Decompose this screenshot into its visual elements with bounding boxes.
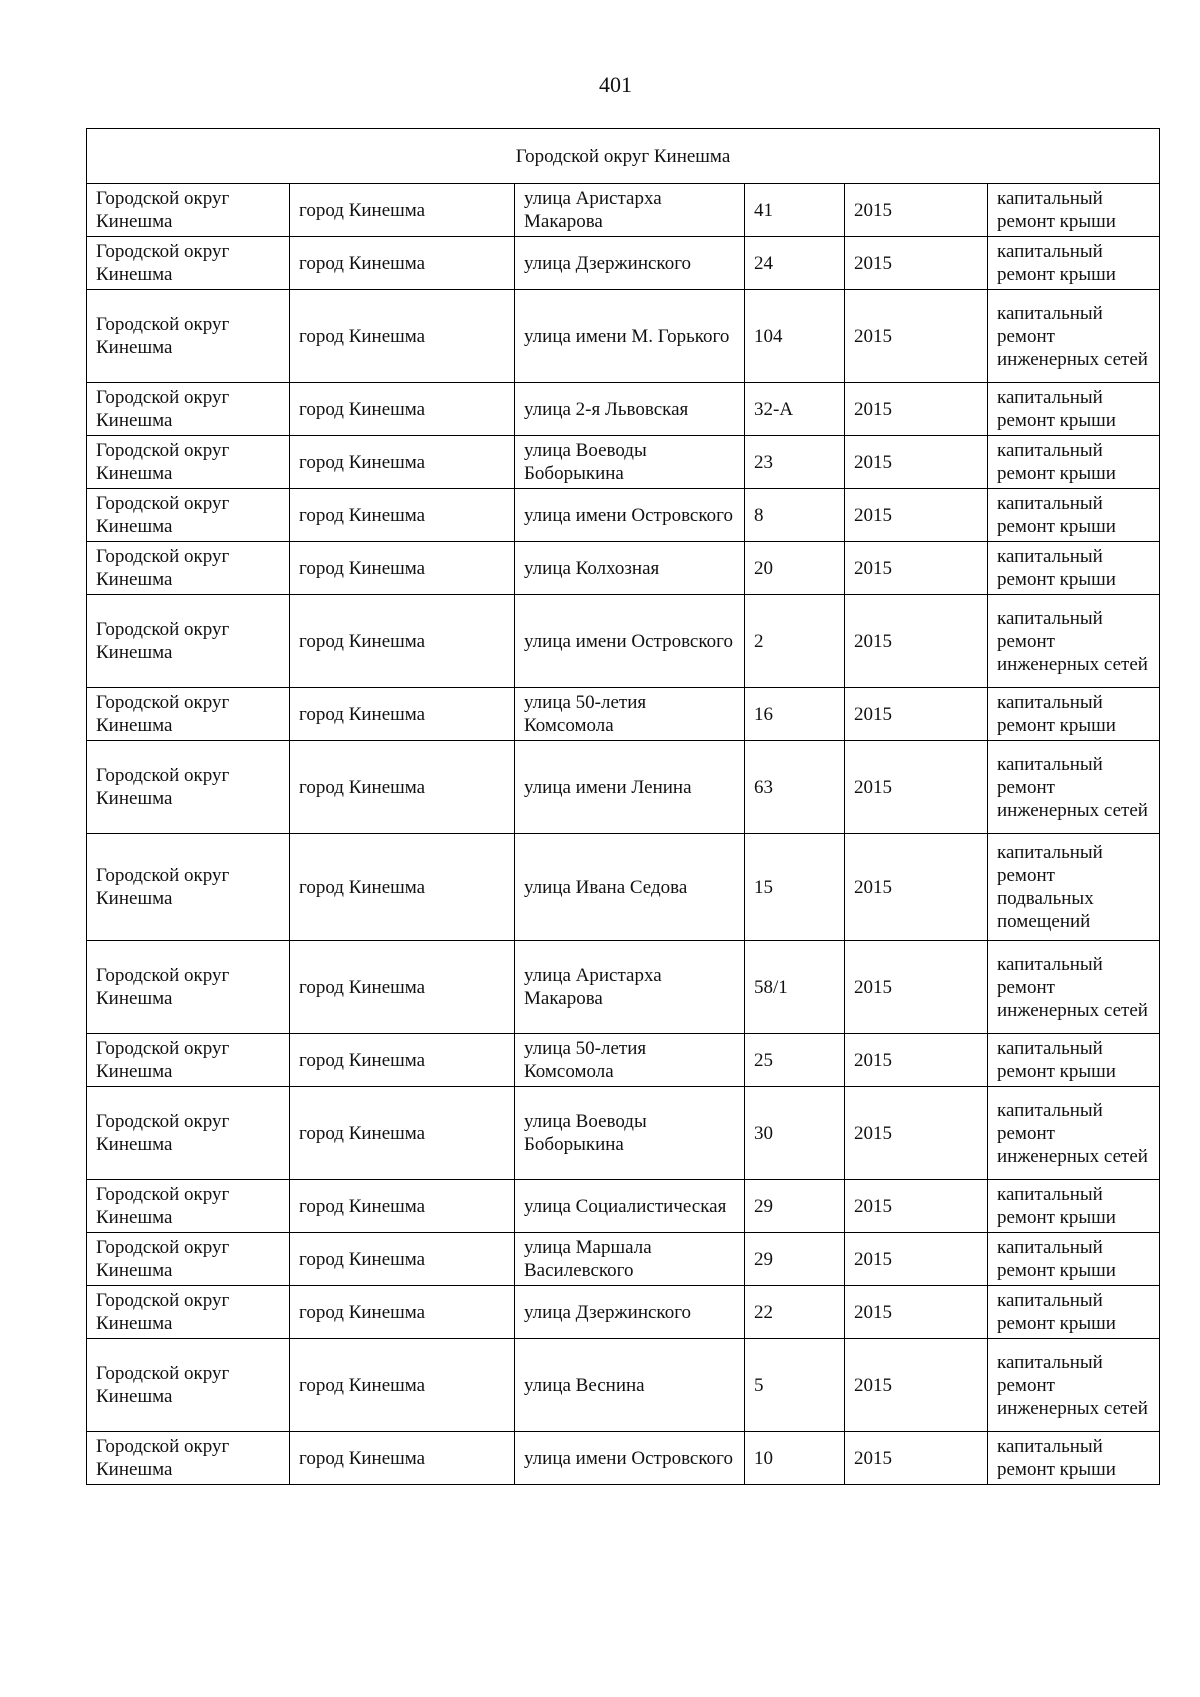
house-number-cell: 29 [745,1233,845,1286]
district-cell: Городской округ Кинешма [87,1233,290,1286]
street-cell: улица имени М. Горького [515,290,745,383]
house-number-cell: 16 [745,688,845,741]
house-number-cell: 22 [745,1286,845,1339]
street-cell: улица 2-я Львовская [515,383,745,436]
city-cell: город Кинешма [290,290,515,383]
table-row [87,688,1160,741]
year-cell: 2015 [845,834,988,941]
city-cell: город Кинешма [290,489,515,542]
street-cell: улица имени Ленина [515,741,745,834]
work-type-cell: капитальный ремонт инженерных сетей [988,1087,1160,1180]
table-row [87,1233,1160,1286]
work-type-cell: капитальный ремонт крыши [988,542,1160,595]
year-cell: 2015 [845,1233,988,1286]
year-cell: 2015 [845,688,988,741]
table-row [87,941,1160,1034]
work-type-cell: капитальный ремонт крыши [988,1180,1160,1233]
work-type-cell: капитальный ремонт крыши [988,237,1160,290]
house-number-cell: 23 [745,436,845,489]
district-cell: Городской округ Кинешма [87,1339,290,1432]
house-number-cell: 20 [745,542,845,595]
street-cell: улица Аристарха Макарова [515,941,745,1034]
year-cell: 2015 [845,1034,988,1087]
table-row [87,834,1160,941]
city-cell: город Кинешма [290,1087,515,1180]
table-row [87,1339,1160,1432]
district-cell: Городской округ Кинешма [87,941,290,1034]
street-cell: улица Дзержинского [515,1286,745,1339]
year-cell: 2015 [845,941,988,1034]
year-cell: 2015 [845,542,988,595]
year-cell: 2015 [845,489,988,542]
city-cell: город Кинешма [290,1034,515,1087]
street-cell: улица Воеводы Боборыкина [515,436,745,489]
year-cell: 2015 [845,741,988,834]
city-cell: город Кинешма [290,1432,515,1485]
district-cell: Городской округ Кинешма [87,436,290,489]
work-type-cell: капитальный ремонт инженерных сетей [988,741,1160,834]
street-cell: улица Колхозная [515,542,745,595]
house-number-cell: 32-А [745,383,845,436]
district-cell: Городской округ Кинешма [87,237,290,290]
city-cell: город Кинешма [290,436,515,489]
year-cell: 2015 [845,595,988,688]
work-type-cell: капитальный ремонт крыши [988,184,1160,237]
table-row [87,741,1160,834]
repair-registry-table [86,128,1160,1485]
district-cell: Городской округ Кинешма [87,834,290,941]
city-cell: город Кинешма [290,941,515,1034]
district-cell: Городской округ Кинешма [87,184,290,237]
table-row [87,383,1160,436]
registry-body [87,129,1160,1485]
year-cell: 2015 [845,383,988,436]
house-number-cell: 24 [745,237,845,290]
street-cell: улица Дзержинского [515,237,745,290]
work-type-cell: капитальный ремонт инженерных сетей [988,1339,1160,1432]
street-cell: улица Воеводы Боборыкина [515,1087,745,1180]
street-cell: улица Веснина [515,1339,745,1432]
page-number: 401 [599,72,632,97]
street-cell: улица имени Островского [515,489,745,542]
house-number-cell: 5 [745,1339,845,1432]
house-number-cell: 10 [745,1432,845,1485]
work-type-cell: капитальный ремонт инженерных сетей [988,290,1160,383]
table-row [87,237,1160,290]
work-type-cell: капитальный ремонт крыши [988,489,1160,542]
city-cell: город Кинешма [290,1233,515,1286]
work-type-cell: капитальный ремонт крыши [988,1233,1160,1286]
work-type-cell: капитальный ремонт крыши [988,688,1160,741]
district-cell: Городской округ Кинешма [87,383,290,436]
table-row [87,1286,1160,1339]
table-row [87,184,1160,237]
section-header-row [87,129,1160,184]
city-cell: город Кинешма [290,184,515,237]
house-number-cell: 41 [745,184,845,237]
city-cell: город Кинешма [290,595,515,688]
table-row [87,595,1160,688]
house-number-cell: 30 [745,1087,845,1180]
table-row [87,436,1160,489]
work-type-cell: капитальный ремонт инженерных сетей [988,941,1160,1034]
house-number-cell: 58/1 [745,941,845,1034]
district-cell: Городской округ Кинешма [87,542,290,595]
district-cell: Городской округ Кинешма [87,1180,290,1233]
house-number-cell: 25 [745,1034,845,1087]
year-cell: 2015 [845,237,988,290]
district-cell: Городской округ Кинешма [87,1087,290,1180]
city-cell: город Кинешма [290,383,515,436]
year-cell: 2015 [845,1339,988,1432]
district-cell: Городской округ Кинешма [87,1286,290,1339]
work-type-cell: капитальный ремонт крыши [988,383,1160,436]
table-row [87,1087,1160,1180]
city-cell: город Кинешма [290,688,515,741]
district-cell: Городской округ Кинешма [87,290,290,383]
district-cell: Городской округ Кинешма [87,1034,290,1087]
district-cell: Городской округ Кинешма [87,1432,290,1485]
house-number-cell: 29 [745,1180,845,1233]
street-cell: улица Маршала Василевского [515,1233,745,1286]
work-type-cell: капитальный ремонт инженерных сетей [988,595,1160,688]
table-row [87,290,1160,383]
year-cell: 2015 [845,184,988,237]
district-cell: Городской округ Кинешма [87,688,290,741]
year-cell: 2015 [845,1286,988,1339]
house-number-cell: 8 [745,489,845,542]
city-cell: город Кинешма [290,1286,515,1339]
table-row [87,1034,1160,1087]
table-row [87,542,1160,595]
table-row [87,1180,1160,1233]
city-cell: город Кинешма [290,741,515,834]
work-type-cell: капитальный ремонт крыши [988,1432,1160,1485]
house-number-cell: 63 [745,741,845,834]
city-cell: город Кинешма [290,542,515,595]
table-row [87,1432,1160,1485]
street-cell: улица Социалистическая [515,1180,745,1233]
work-type-cell: капитальный ремонт подвальных помещений [988,834,1160,941]
city-cell: город Кинешма [290,1180,515,1233]
street-cell: улица имени Островского [515,595,745,688]
street-cell: улица Аристарха Макарова [515,184,745,237]
year-cell: 2015 [845,1180,988,1233]
work-type-cell: капитальный ремонт крыши [988,436,1160,489]
district-cell: Городской округ Кинешма [87,741,290,834]
house-number-cell: 2 [745,595,845,688]
year-cell: 2015 [845,1087,988,1180]
street-cell: улица 50-летия Комсомола [515,688,745,741]
year-cell: 2015 [845,1432,988,1485]
house-number-cell: 15 [745,834,845,941]
table-row [87,489,1160,542]
district-cell: Городской округ Кинешма [87,489,290,542]
street-cell: улица имени Островского [515,1432,745,1485]
year-cell: 2015 [845,290,988,383]
work-type-cell: капитальный ремонт крыши [988,1286,1160,1339]
work-type-cell: капитальный ремонт крыши [988,1034,1160,1087]
house-number-cell: 104 [745,290,845,383]
section-title: Городской округ Кинешма [87,129,1160,184]
city-cell: город Кинешма [290,834,515,941]
city-cell: город Кинешма [290,1339,515,1432]
street-cell: улица 50-летия Комсомола [515,1034,745,1087]
year-cell: 2015 [845,436,988,489]
district-cell: Городской округ Кинешма [87,595,290,688]
street-cell: улица Ивана Седова [515,834,745,941]
city-cell: город Кинешма [290,237,515,290]
